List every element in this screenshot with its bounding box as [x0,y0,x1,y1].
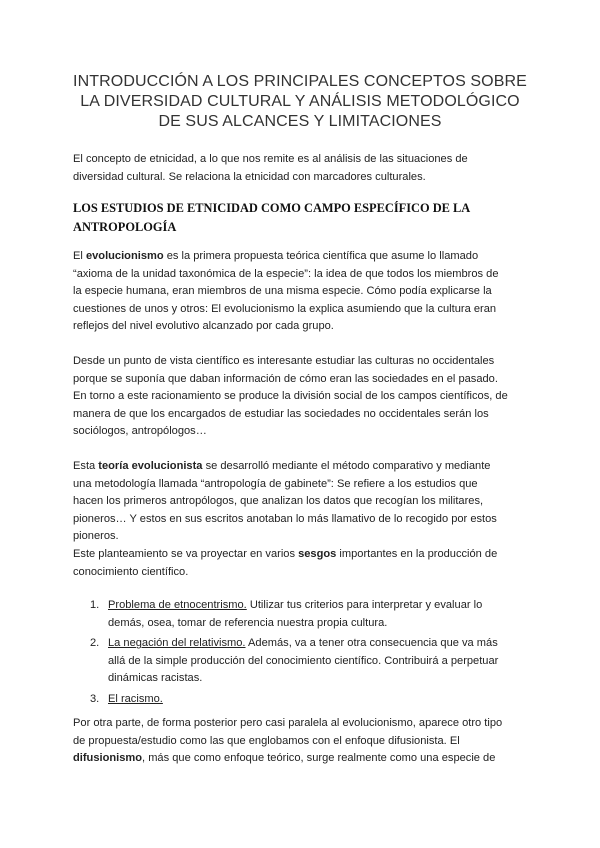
bold-term: evolucionismo [85,250,164,262]
text-line: una metodología llamada “antropología de gabinete”: Se refiere a los estudios que [73,477,478,490]
text-line: la especie humana, eran miembros de una misma especie. Cómo podía explicarse la [73,285,492,298]
underlined-term: La negación del relativismo. [108,637,246,650]
title-line: LA DIVERSIDAD CULTURAL Y ANÁLISIS METODOLÓGICO [80,93,520,110]
text-line: Desde un punto de vista científico es interesante estudiar las culturas no occidentales [73,355,495,367]
text-line: El concepto de etnicidad, a lo que nos remite es al análisis de las situaciones de [73,153,468,165]
intro-paragraph [73,151,533,186]
underlined-term: El racismo. [108,692,163,705]
heading-line: ANTROPOLOGÍA [73,219,177,234]
text-line: manera de que los encargados de estudiar las sociedades no occidentales serán los [73,407,489,420]
text-line: cuestiones de unos y otros: El evolucionismo la explica asumiendo que la cultura eran [73,302,497,315]
bold-term: sesgos [298,547,337,560]
list-number: 1. [90,599,100,611]
text-line: El evolucionismo es la primera propuesta teórica científica que asume lo llamado [73,250,479,262]
heading-line: LOS ESTUDIOS DE ETNICIDAD COMO CAMPO ESPECÍFICO DE LA [73,201,471,215]
text-line: allá de la simple producción del conocimiento científico. Contribuirá a perpetuar [108,654,499,667]
text-line: reflejos del nivel evolutivo alcanzado por cada grupo. [73,320,334,333]
paragraph-difusionismo [73,715,533,768]
text-line: pioneros… Y estos en sus escritos anotaban lo más llamativo de lo recogido por estos [73,512,497,525]
bold-term: teoría evolucionista [98,460,203,472]
list-item: 1. Problema de etnocentrismo. Utilizar tus criterios para interpretar y evaluar lo demás, osea, tomar de referencia nuestra propia cultura. [90,597,540,632]
paragraph-division-social [73,353,533,441]
text-line: demás, osea, tomar de referencia nuestra propia cultura. [108,616,388,629]
text-line: pioneros. [73,530,119,543]
text-line: conocimiento científico. [73,565,189,578]
text-line: hacen los primeros antropólogos, que analizan los datos que recogían los militares, [73,495,484,508]
text-line: Por otra parte, de forma posterior pero casi paralela al evolucionismo, aparece otro tipo [73,717,503,729]
title-line: INTRODUCCIÓN A LOS PRINCIPALES CONCEPTOS SOBRE [73,73,527,90]
text-line: diversidad cultural. Se relaciona la etnicidad con marcadores culturales. [73,170,426,183]
text-line: “axioma de la unidad taxonómica de la especie”: la idea de que todos los miembros de [73,267,499,280]
list-item: 2. La negación del relativismo. Además, va a tener otra consecuencia que va más allá de la simple producción del conocimiento científico. Contribuirá a perpetuar dinámicas racistas. [90,635,540,688]
title-line: DE SUS ALCANCES Y LIMITACIONES [158,113,442,130]
numbered-list [90,597,540,712]
bold-term: difusionismo [73,752,143,765]
text-line: En torno a este racionamiento se produce la división social de los campos científicos, de [73,390,508,403]
paragraph-teoria-evolucionista [73,458,533,581]
section-heading [73,199,543,236]
text-line: de propuesta/estudio como las que englobamos con el enfoque difusionista. El [73,734,460,747]
list-item [90,691,540,709]
list-number: 3. [90,692,100,705]
text-line: difusionismo, más que como enfoque teórico, surge realmente como una especie de [73,752,496,765]
text-line: dinámicas racistas. [108,672,203,685]
text-line: porque se suponía que daban información de cómo eran las sociedades en el pasado. [73,372,498,385]
paragraph-evolucionismo [73,248,533,336]
text-line: sociólogos, antropólogos… [73,425,207,438]
list-number: 2. [90,637,100,650]
document-title [60,72,540,132]
underlined-term: Problema de etnocentrismo. [108,599,247,611]
text-line: Esta teoría evolucionista se desarrolló mediante el método comparativo y mediante [73,460,491,472]
text-line: Este planteamiento se va proyectar en varios sesgos importantes en la producción de [73,547,498,560]
